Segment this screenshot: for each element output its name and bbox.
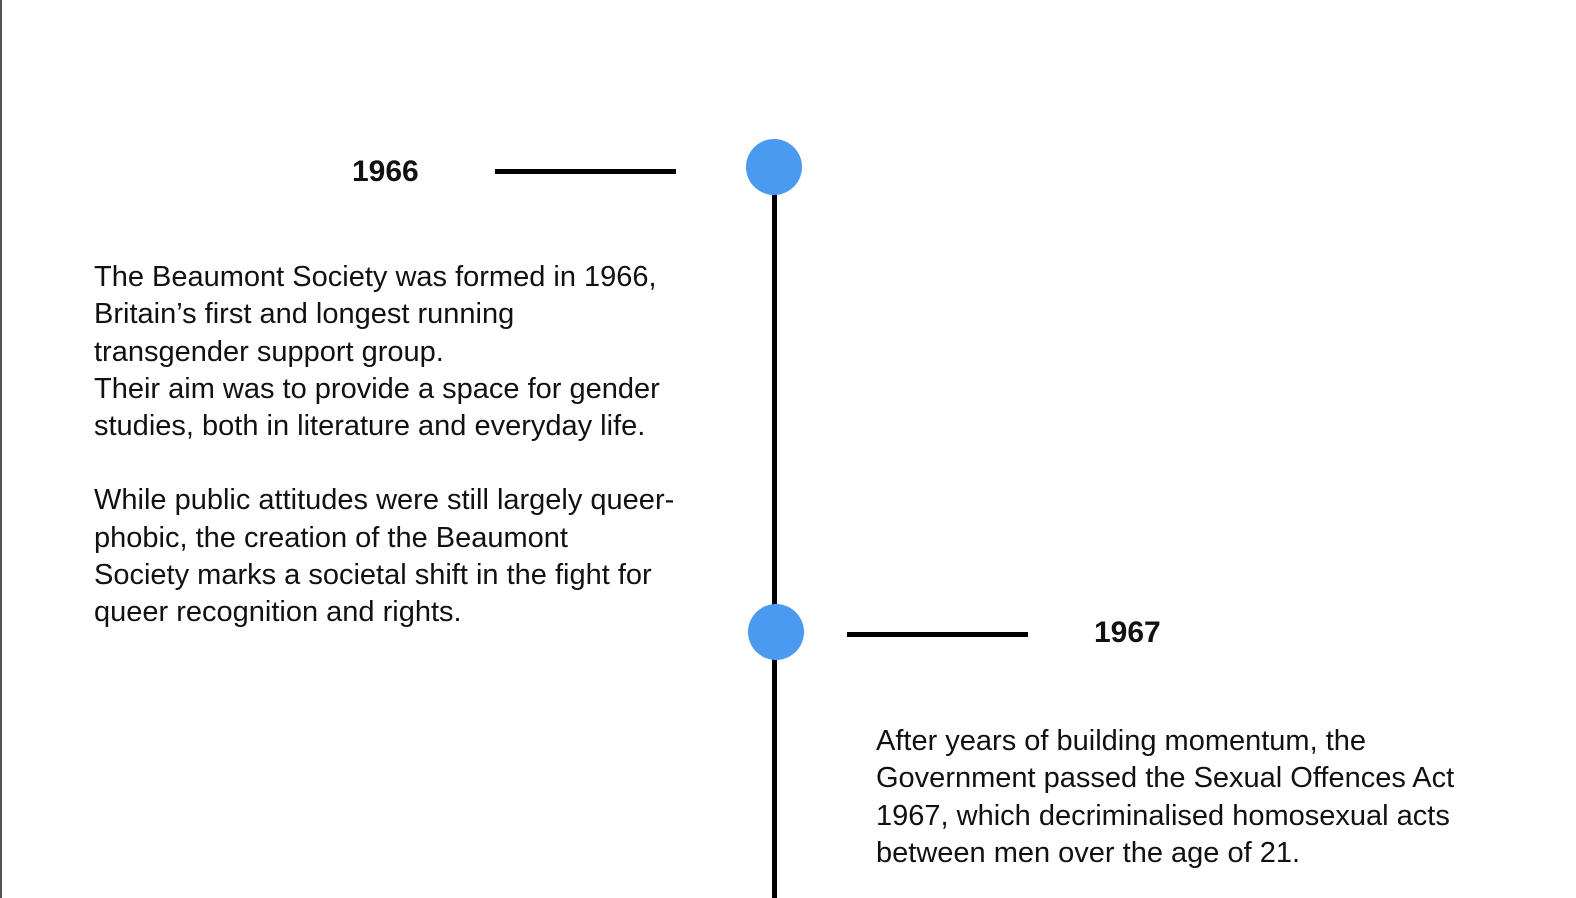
connector-1967 xyxy=(847,632,1028,637)
event-description-1966 xyxy=(94,259,674,632)
text-line: Government passed the Sexual Offences Act xyxy=(876,762,1455,795)
page-edge xyxy=(0,0,2,898)
text-line: While public attitudes were still largely queer- xyxy=(94,484,675,517)
text-line: The Beaumont Society was formed in 1966, xyxy=(94,261,657,293)
text-line: Society marks a societal shift in the fight for xyxy=(94,559,652,592)
event-description-1967 xyxy=(876,723,1454,872)
text-line: Britain’s first and longest running xyxy=(94,298,515,331)
text-line: After years of building momentum, the xyxy=(876,725,1367,757)
text-line: phobic, the creation of the Beaumont xyxy=(94,521,568,554)
text-line: queer recognition and rights. xyxy=(94,596,462,629)
text-line: studies, both in literature and everyday life. xyxy=(94,410,646,443)
timeline-node-1966 xyxy=(746,139,802,195)
year-label-1966: 1966 xyxy=(352,155,419,188)
text-line: between men over the age of 21. xyxy=(876,836,1301,869)
timeline-axis xyxy=(772,180,777,898)
text-line: transgender support group. xyxy=(94,335,444,368)
timeline-node-1967 xyxy=(748,604,804,660)
connector-1966 xyxy=(495,169,676,174)
paragraph-gap xyxy=(94,445,674,482)
year-label-1967: 1967 xyxy=(1094,616,1161,649)
text-line: 1967, which decriminalised homosexual acts xyxy=(876,799,1450,832)
text-line: Their aim was to provide a space for gender xyxy=(94,372,660,405)
